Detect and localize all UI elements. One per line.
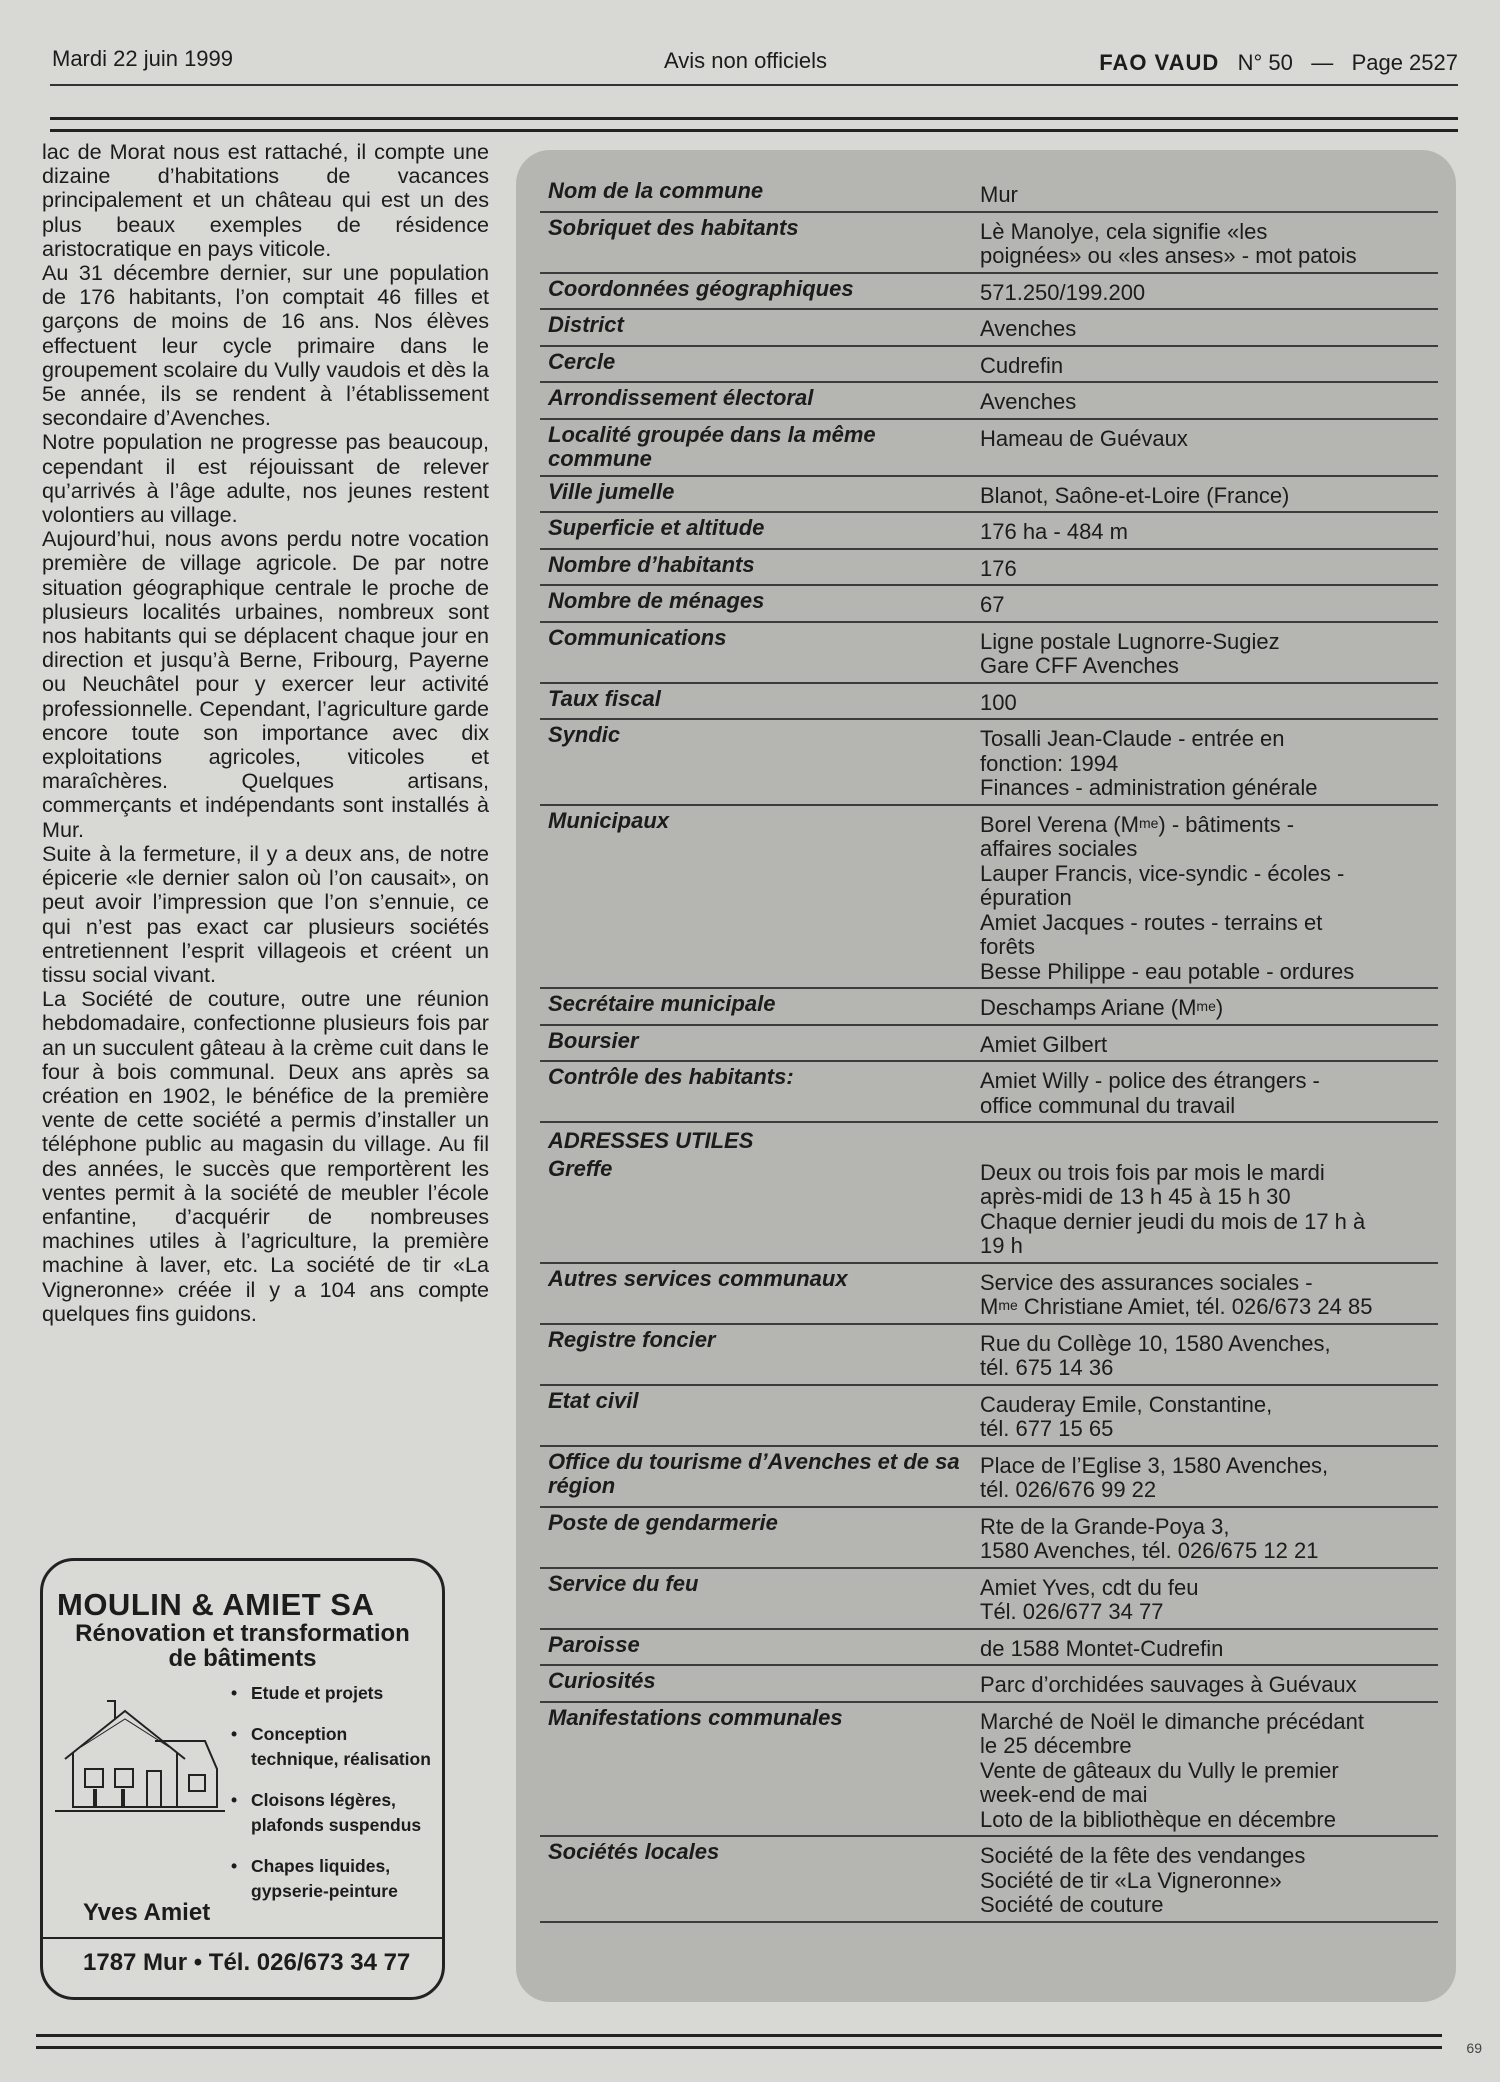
info-row (540, 989, 1438, 1026)
info-value-line: forêts (980, 934, 1036, 959)
ad-subtitle-line: de bâtiments (168, 1645, 317, 1672)
info-row (540, 1508, 1438, 1569)
info-label: Communications (548, 624, 727, 650)
info-row (540, 550, 1438, 587)
info-label: Nom de la commune (548, 178, 764, 203)
info-value-line: Gare CFF Avenches (980, 653, 1179, 678)
info-row (540, 1154, 1438, 1264)
info-value-line: Lauper Francis, vice-syndic - écoles - (980, 860, 1345, 886)
info-value-line: Avenches (980, 389, 1077, 414)
info-value (980, 1511, 1438, 1564)
ad-contact-name: Yves Amiet (83, 1899, 211, 1926)
ad-subtitle (43, 1621, 442, 1671)
info-value (980, 277, 1438, 306)
info-value (980, 1633, 1438, 1662)
info-label: Ville jumelle (548, 478, 675, 504)
info-row (540, 383, 1438, 420)
info-label: Nombre de ménages (548, 588, 765, 613)
info-label: Superficie et altitude (548, 515, 765, 540)
info-value-line: Avenches (980, 316, 1077, 341)
info-value-line: tél. 675 14 36 (980, 1355, 1114, 1380)
info-value (980, 1029, 1438, 1058)
section-title-label: ADRESSES UTILES (548, 1128, 754, 1153)
info-value-line: Deschamps Ariane $(M^{me})$ (980, 995, 1224, 1020)
info-value-line: poignées» ou «les anses» - mot patois (980, 243, 1357, 268)
info-value-line: Amiet Gilbert (980, 1031, 1108, 1057)
info-row (540, 684, 1438, 721)
ad-service-item: • Conception technique, réalisation (231, 1722, 437, 1772)
info-row (540, 806, 1438, 990)
info-row (540, 176, 1438, 213)
info-value-line: après-midi de 13 h 45 à 15 h 30 (980, 1184, 1291, 1209)
ad-service-item: • Cloisons légères, plafonds suspendus (231, 1788, 437, 1838)
info-label: Syndic (548, 722, 621, 747)
info-value (980, 809, 1438, 985)
info-value-line: Cudrefin (980, 352, 1064, 378)
info-value-line: 19 h (980, 1233, 1023, 1258)
info-value-line: Tél. 026/677 34 77 (980, 1599, 1164, 1624)
info-row (540, 213, 1438, 274)
info-value-line: Marché de Noël le dimanche précédant (980, 1708, 1365, 1734)
info-value-line: Chaque dernier jeudi du mois de 17 h à (980, 1208, 1366, 1234)
info-value-line: Société de la fête des vendanges (980, 1843, 1306, 1868)
info-row (540, 623, 1438, 684)
article-paragraph: Notre population ne progresse pas beaucoup, cependant il est réjouissant de relever qu’arrivés à l’âge adulte, nos jeunes restent volontiers au village. (42, 429, 489, 528)
superscript: me (1138, 814, 1159, 831)
ad-services-list (231, 1681, 437, 1920)
info-label: Greffe (548, 1155, 613, 1181)
info-value-line: Société de tir «La Vigneronne» (980, 1867, 1282, 1893)
article-paragraph: Aujourd’hui, nous avons perdu notre vocation première de village agricole. De par notre situation géographique centrale le proche de plusieurs localités urbaines, nombreux sont nos habitants qui se déplacent chaque jour en direction et jusqu’à Berne, Fribourg, Payerne ou Neuchâtel pour y exercer leur activité professionnelle. Cependant, l’agriculture garde encore toute son importance avec dix exploitations agricoles, viticoles et maraîchères. Quelques artisans, commerçants et indépendants sont installés à Mur. (42, 526, 489, 842)
info-value-line: Rte de la Grande-Poya 3, (980, 1513, 1230, 1539)
info-label: Nombre d’habitants (548, 551, 755, 577)
article-paragraph: La Société de couture, outre une réunion hebdomadaire, confectionne plusieurs fois par an un succulent gâteau à la crème cuit dans le four à bois communal. Deux ans après sa création en 1902, le bénéfice de la première vente de cette société a permis d’installer un téléphone public au magasin du village. Au fil des années, le succès que remportèrent les ventes permit à la société de meubler l’école enfantine, d’acquérir de nombreuses machines utiles à l’agriculture, la première machine à laver, etc. La société de tir «La Vigneronne» créée il y a 104 ans compte quelques fins guidons. (42, 986, 489, 1326)
info-value (980, 1572, 1438, 1625)
info-value (980, 1065, 1438, 1118)
info-value-line: Société de couture (980, 1892, 1164, 1917)
info-row (540, 420, 1438, 477)
info-label: Secrétaire municipale (548, 991, 776, 1016)
ad-divider (43, 1937, 442, 1939)
info-label: Service du feu (548, 1570, 699, 1596)
info-value-line: Vente de gâteaux du Vully le premier (980, 1757, 1339, 1783)
header-double-rule (50, 117, 1458, 132)
info-row (540, 1264, 1438, 1325)
article-column (42, 140, 489, 1326)
info-value-line: de 1588 Montet-Cudrefin (980, 1635, 1224, 1661)
info-value-line: Amiet Willy - police des étrangers - (980, 1068, 1320, 1093)
info-value-line: Besse Philippe - eau potable - ordures (980, 958, 1355, 984)
info-label: Boursier (548, 1027, 639, 1053)
info-row (540, 1569, 1438, 1630)
info-value-line: Blanot, Saône-et-Loire (France) (980, 482, 1290, 508)
info-label: Contrôle des habitants: (548, 1064, 794, 1089)
info-value-line: office communal du travail (980, 1092, 1236, 1118)
info-label: Sobriquet des habitants (548, 214, 799, 240)
info-value-line: 100 (980, 689, 1017, 715)
info-row (540, 513, 1438, 550)
info-value-line: fonction: 1994 (980, 750, 1119, 776)
info-label: Sociétés locales (548, 1839, 720, 1864)
info-row (540, 1062, 1438, 1123)
info-row (540, 1026, 1438, 1063)
info-value-line: Amiet Yves, cdt du feu (980, 1574, 1199, 1600)
info-row (540, 347, 1438, 384)
info-value-line: $M^{me}$ Christiane Amiet, tél. 026/673 24 85 (980, 1294, 1373, 1319)
info-value (980, 1450, 1438, 1503)
info-value (980, 1669, 1438, 1698)
info-value-line: week-end de mai (980, 1782, 1148, 1807)
ad-subtitle-line: Rénovation et transformation (75, 1620, 410, 1647)
info-label: Localité groupée dans la même commune (548, 421, 876, 471)
info-row (540, 1703, 1438, 1838)
info-value-line: Parc d’orchidées sauvages à Guévaux (980, 1672, 1357, 1697)
info-row (540, 274, 1438, 311)
info-row (540, 310, 1438, 347)
info-value-line: Hameau de Guévaux (980, 425, 1188, 451)
info-value (980, 1157, 1438, 1259)
ad-service-item: • Etude et projets (231, 1681, 437, 1706)
info-value (980, 687, 1438, 716)
info-value (980, 992, 1438, 1021)
article-paragraph: Suite à la fermeture, il y a deux ans, de notre épicerie «le dernier salon où l’on causait», on peut avoir l’impression que l’on s’ennuie, ce qui n’est pas exact car plusieurs sociétés entretiennent l’esprit villageois et créent un tissu social vivant. (42, 840, 489, 987)
info-value-line: tél. 026/676 99 22 (980, 1477, 1157, 1502)
info-value-line: Mur (980, 182, 1018, 207)
article-paragraph: lac de Morat nous est rattaché, il compte une dizaine d’habitations de vacances principalement et un château qui est un des plus beaux exemples de résidence aristocratique en pays viticole. (42, 139, 489, 261)
info-label: Taux fiscal (548, 685, 661, 711)
ad-service-item: • Chapes liquides, gypserie-peinture (231, 1854, 437, 1904)
info-label: Manifestations communales (548, 1704, 843, 1730)
header-section: Avis non officiels (664, 48, 828, 73)
info-value-line: Finances - administration générale (980, 775, 1318, 800)
info-value (980, 1840, 1438, 1918)
info-value (980, 589, 1438, 618)
info-row (540, 1325, 1438, 1386)
info-value-line: Ligne postale Lugnorre-Sugiez (980, 628, 1280, 654)
info-value-line: épuration (980, 885, 1072, 910)
info-label: Poste de gendarmerie (548, 1509, 778, 1535)
info-label: Office du tourisme d’Avenches et de sa région (548, 1448, 960, 1498)
info-value (980, 423, 1438, 472)
info-value-line: 67 (980, 592, 1005, 617)
info-value-line: le 25 décembre (980, 1733, 1132, 1758)
info-value (980, 350, 1438, 379)
info-value-line: tél. 677 15 65 (980, 1416, 1114, 1441)
info-value (980, 216, 1438, 269)
info-row (540, 586, 1438, 623)
corner-mark: 69 (1466, 2040, 1482, 2056)
info-value-line: Cauderay Emile, Constantine, (980, 1391, 1273, 1417)
info-value-line: Loto de la bibliothèque en décembre (980, 1806, 1336, 1832)
info-value-line: 1580 Avenches, tél. 026/675 12 21 (980, 1538, 1319, 1563)
header-publication: FAO VAUD (1099, 50, 1220, 75)
info-value (980, 386, 1438, 415)
info-value (980, 553, 1438, 582)
info-value-line: Borel Verena $(M^{me})$ - bâtiments - (980, 811, 1295, 837)
info-value-line: 571.250/199.200 (980, 279, 1146, 305)
article-paragraph: Au 31 décembre dernier, sur une population de 176 habitants, l’on comptait 46 filles et garçons de moins de 16 ans. Nos élèves effectuent leur cycle primaire dans le groupement scolaire du Vully vaudois et dès la 5e année, ils se rendent à l’établissement secondaire d’Avenches. (42, 260, 489, 431)
info-value-line: Deux ou trois fois par mois le mardi (980, 1159, 1325, 1185)
info-value-line: Lè Manolye, cela signifie «les (980, 218, 1268, 244)
info-value (980, 516, 1438, 545)
info-value-line: Place de l’Eglise 3, 1580 Avenches, (980, 1452, 1329, 1478)
info-value (980, 313, 1438, 342)
header-page: Page 2527 (1351, 50, 1458, 75)
info-value (980, 626, 1438, 679)
info-value-line: 176 (980, 555, 1017, 581)
info-label: Registre foncier (548, 1326, 716, 1352)
info-value-line: Tosalli Jean-Claude - entrée en (980, 726, 1285, 751)
info-label: Arrondissement électoral (548, 385, 814, 410)
ad-brand: MOULIN & AMIET SA (57, 1587, 375, 1622)
info-value (980, 1706, 1438, 1833)
header-number: N° 50 (1237, 50, 1293, 75)
info-label: District (548, 312, 624, 337)
info-section-title (540, 1123, 1438, 1154)
info-row (540, 1837, 1438, 1923)
ad-address: 1787 Mur • Tél. 026/673 34 77 (83, 1949, 411, 1976)
header-date: Mardi 22 juin 1999 (52, 46, 234, 71)
info-value (980, 1267, 1438, 1320)
info-row (540, 477, 1438, 514)
info-row (540, 1386, 1438, 1447)
info-value (980, 1328, 1438, 1381)
header-publication-info (1099, 50, 1458, 76)
header-rule (50, 84, 1458, 86)
advertisement-box (40, 1558, 445, 2000)
house-illustration-icon (55, 1689, 225, 1819)
info-value-line: affaires sociales (980, 836, 1138, 861)
info-value (980, 179, 1438, 208)
info-value-line: 176 ha - 484 m (980, 519, 1128, 544)
info-label: Paroisse (548, 1631, 640, 1657)
superscript: me (998, 1297, 1018, 1313)
info-label: Autres services communaux (548, 1265, 848, 1291)
info-value-line: Service des assurances sociales - (980, 1269, 1313, 1295)
info-row (540, 720, 1438, 806)
info-value (980, 723, 1438, 801)
info-value (980, 480, 1438, 509)
info-label: Curiosités (548, 1668, 656, 1693)
info-row (540, 1630, 1438, 1667)
superscript: me (1196, 998, 1216, 1014)
footer-double-rule (36, 2034, 1442, 2049)
info-label: Cercle (548, 348, 616, 374)
info-row (540, 1447, 1438, 1508)
header-separator: — (1311, 50, 1334, 75)
info-label: Municipaux (548, 807, 670, 833)
info-value-line: Rue du Collège 10, 1580 Avenches, (980, 1330, 1331, 1356)
info-value-line: Amiet Jacques - routes - terrains et (980, 909, 1323, 935)
info-label: Etat civil (548, 1387, 639, 1413)
commune-info-table (540, 176, 1438, 1923)
info-label: Coordonnées géographiques (548, 275, 854, 301)
info-value (980, 1389, 1438, 1442)
page-header (52, 42, 1458, 82)
info-row (540, 1666, 1438, 1703)
